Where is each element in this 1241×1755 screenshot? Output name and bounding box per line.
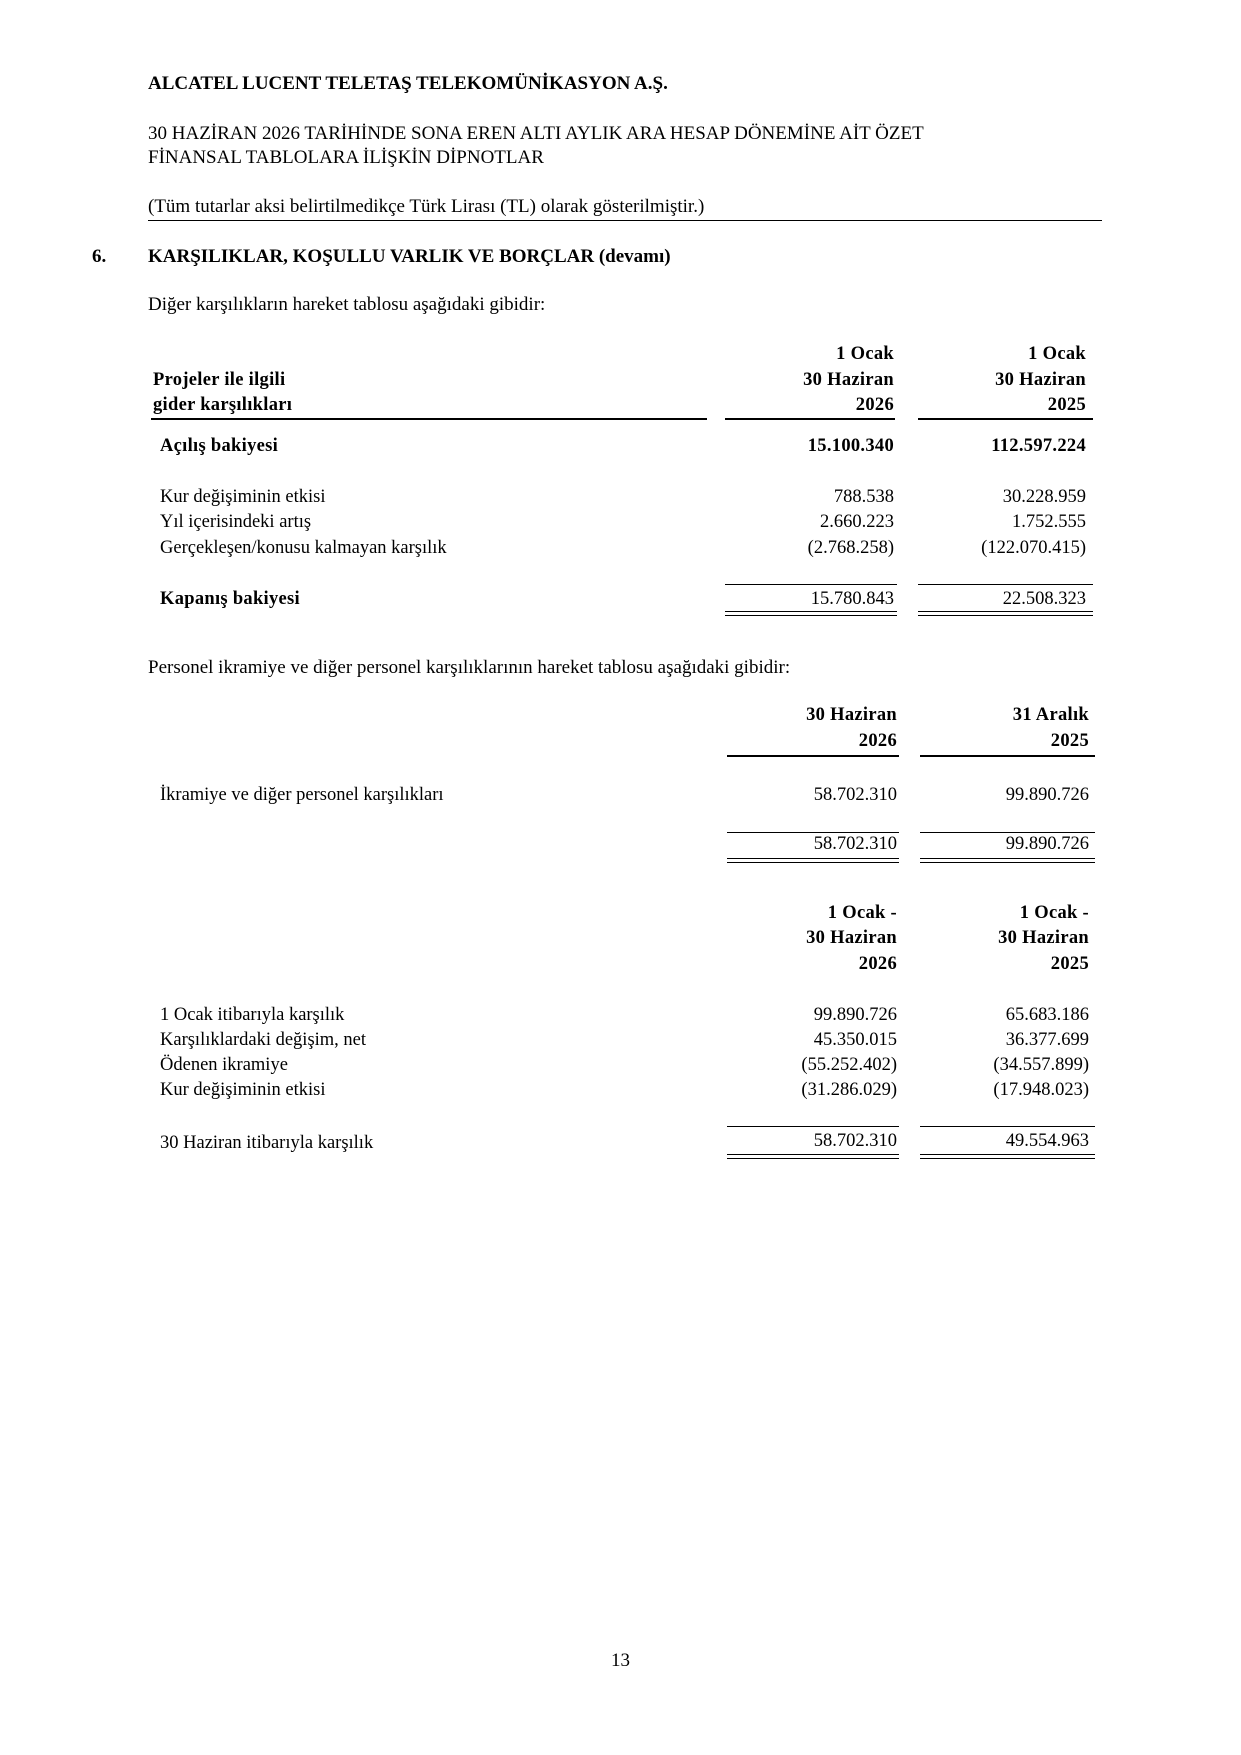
table1-col2-line1: 1 Ocak xyxy=(1028,344,1086,364)
table3-col1-line2: 30 Haziran xyxy=(806,928,897,948)
table3-total-v1: 58.702.310 xyxy=(813,1131,897,1151)
table1-row-label: Yıl içerisindeki artış xyxy=(160,512,312,532)
table1-label-line2: gider karşılıkları xyxy=(153,395,293,415)
table2-col2-line2: 2025 xyxy=(1050,731,1089,751)
table3-row-v1: 45.350.015 xyxy=(813,1030,897,1050)
table2-subtotal-rule-col2 xyxy=(920,832,1095,833)
report-subtitle xyxy=(148,122,924,170)
table3-row-v2: (34.557.899) xyxy=(993,1055,1089,1075)
table3-subtotal-rule-col1 xyxy=(727,1126,899,1127)
table3-subtotal-rule-col2 xyxy=(920,1126,1095,1127)
currency-note: (Tüm tutarlar aksi belirtilmedikçe Türk Lirası (TL) olarak gösterilmiştir.) xyxy=(148,196,705,217)
table1-closing-v2: 22.508.323 xyxy=(1002,589,1086,609)
table3-col2-line1: 1 Ocak - xyxy=(1019,903,1089,923)
table2-col1-line1: 30 Haziran xyxy=(806,705,897,725)
table2-intro: Personel ikramiye ve diğer personel karşılıklarının hareket tablosu aşağıdaki gibidir: xyxy=(148,657,791,678)
table3-col1-line3: 2026 xyxy=(858,954,897,974)
table1-row-v2: 30.228.959 xyxy=(1002,487,1086,507)
table1-row-label: Gerçekleşen/konusu kalmayan karşılık xyxy=(160,538,447,558)
table1-row-label: Kur değişiminin etkisi xyxy=(160,487,326,507)
table3-row-v2: (17.948.023) xyxy=(993,1080,1089,1100)
table3-col2-line2: 30 Haziran xyxy=(998,928,1089,948)
company-name: ALCATEL LUCENT TELETAŞ TELEKOMÜNİKASYON A.Ş. xyxy=(148,73,668,94)
table2-row-v1: 58.702.310 xyxy=(813,785,897,805)
table1-opening-v1: 15.100.340 xyxy=(807,436,894,456)
table1-opening-label: Açılış bakiyesi xyxy=(160,436,279,456)
table2-row-v2: 99.890.726 xyxy=(1005,785,1089,805)
section-title: KARŞILIKLAR, KOŞULLU VARLIK VE BORÇLAR (devamı) xyxy=(148,246,671,267)
table3-col2-line3: 2025 xyxy=(1050,954,1089,974)
table3-col1-line1: 1 Ocak - xyxy=(827,903,897,923)
table3-total-double-rule-col1 xyxy=(727,1154,899,1159)
table1-row-v2: 1.752.555 xyxy=(1012,512,1086,532)
table2-row-label: İkramiye ve diğer personel karşılıkları xyxy=(160,785,444,805)
table3-row-label: 1 Ocak itibarıyla karşılık xyxy=(160,1005,345,1025)
table1-col2-line3: 2025 xyxy=(1047,395,1086,415)
table1-col1-line1: 1 Ocak xyxy=(836,344,894,364)
table1-header-rule-label xyxy=(151,418,707,420)
table2-total-double-rule-col1 xyxy=(727,858,899,863)
section-number: 6. xyxy=(92,246,107,267)
table2-col2-line1: 31 Aralık xyxy=(1012,705,1089,725)
table1-total-double-rule-col1 xyxy=(725,611,897,616)
table1-col2-line2: 30 Haziran xyxy=(995,370,1086,390)
table3-row-label: Karşılıklardaki değişim, net xyxy=(160,1030,367,1050)
table3-row-v1: 99.890.726 xyxy=(813,1005,897,1025)
table3-total-label: 30 Haziran itibarıyla karşılık xyxy=(160,1133,374,1153)
table1-closing-label: Kapanış bakiyesi xyxy=(160,589,300,609)
table1-subtotal-rule-col1 xyxy=(725,584,897,585)
table2-subtotal-rule-col1 xyxy=(727,832,899,833)
table3-row-label: Kur değişiminin etkisi xyxy=(160,1080,326,1100)
table1-subtotal-rule-col2 xyxy=(918,584,1093,585)
table1-col1-line2: 30 Haziran xyxy=(803,370,894,390)
subtitle-line-1: 30 HAZİRAN 2026 TARİHİNDE SONA EREN ALTI AYLIK ARA HESAP DÖNEMİNE AİT ÖZET xyxy=(148,123,924,144)
table3-row-v2: 36.377.699 xyxy=(1005,1030,1089,1050)
table1-row-v1: 2.660.223 xyxy=(820,512,894,532)
table1-col1-line3: 2026 xyxy=(855,395,894,415)
table2-total-double-rule-col2 xyxy=(920,858,1095,863)
table3-row-label: Ödenen ikramiye xyxy=(160,1055,288,1075)
table1-row-v2: (122.070.415) xyxy=(981,538,1086,558)
table1-header-rule-col1 xyxy=(725,418,895,420)
table3-row-v1: (55.252.402) xyxy=(801,1055,897,1075)
table1-intro: Diğer karşılıkların hareket tablosu aşağıdaki gibidir: xyxy=(148,294,546,315)
table1-total-double-rule-col2 xyxy=(918,611,1093,616)
table2-total-v2: 99.890.726 xyxy=(1005,834,1089,854)
table1-row-v1: (2.768.258) xyxy=(807,538,894,558)
table1-closing-v1: 15.780.843 xyxy=(810,589,894,609)
table2-header-rule-col2 xyxy=(920,755,1095,757)
table1-label-line1: Projeler ile ilgili xyxy=(153,370,286,390)
table1-header-rule-col2 xyxy=(918,418,1093,420)
subtitle-line-2: FİNANSAL TABLOLARA İLİŞKİN DİPNOTLAR xyxy=(148,147,544,168)
table3-total-double-rule-col2 xyxy=(920,1154,1095,1159)
table2-header-rule-col1 xyxy=(727,755,899,757)
header-divider xyxy=(148,220,1102,221)
table2-total-v1: 58.702.310 xyxy=(813,834,897,854)
table2-col1-line2: 2026 xyxy=(858,731,897,751)
page-number: 13 xyxy=(611,1650,630,1671)
table1-row-v1: 788.538 xyxy=(833,487,894,507)
table3-total-v2: 49.554.963 xyxy=(1005,1131,1089,1151)
table3-row-v1: (31.286.029) xyxy=(801,1080,897,1100)
table3-row-v2: 65.683.186 xyxy=(1005,1005,1089,1025)
table1-opening-v2: 112.597.224 xyxy=(991,436,1086,456)
